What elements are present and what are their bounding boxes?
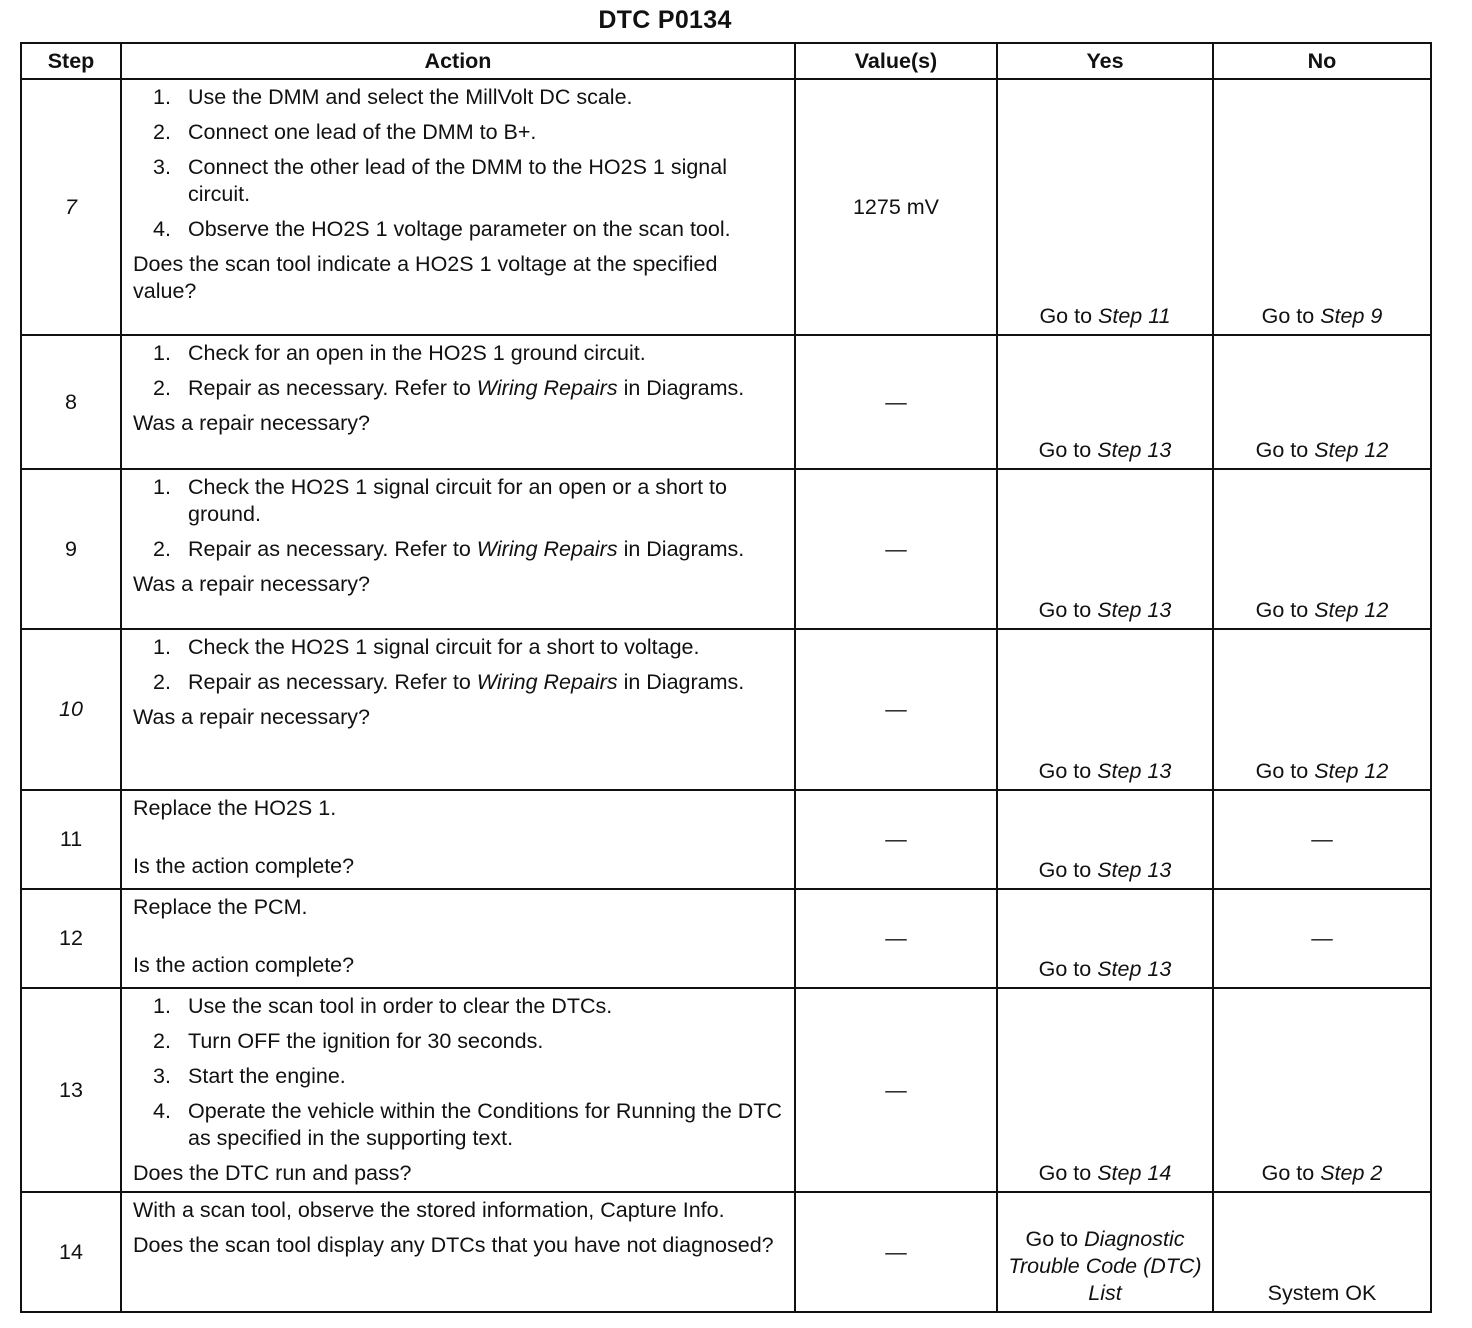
- step-link[interactable]: Step 13: [1097, 957, 1172, 981]
- value-cell: —: [795, 335, 997, 469]
- step-number: 8: [21, 335, 121, 469]
- reference-link[interactable]: Wiring Repairs: [476, 537, 618, 561]
- action-list: [133, 340, 784, 402]
- question-text: Does the scan tool indicate a HO2S 1 voltage at the specified value?: [133, 252, 718, 303]
- yes-cell: Go to Step 13: [997, 889, 1213, 988]
- action-text: With a scan tool, observe the stored information, Capture Info.: [133, 1198, 725, 1222]
- action-cell: [121, 335, 795, 469]
- header-yes: Yes: [997, 43, 1213, 79]
- step-link[interactable]: Step 13: [1097, 598, 1172, 622]
- step-link[interactable]: Step 11: [1098, 304, 1171, 328]
- step-link[interactable]: Step 13: [1097, 759, 1172, 783]
- no-cell: Go to Step 12: [1213, 469, 1431, 629]
- yes-cell: Go to Step 14: [997, 988, 1213, 1192]
- list-item: 2. Repair as necessary. Refer to Wiring Repairs in Diagrams.: [153, 670, 745, 694]
- value-cell: —: [795, 889, 997, 988]
- list-item: 2. Repair as necessary. Refer to Wiring Repairs in Diagrams.: [153, 376, 745, 400]
- step-number: 13: [21, 988, 121, 1192]
- list-item: 3. Start the engine.: [153, 1064, 346, 1088]
- action-cell: [121, 469, 795, 629]
- table-row: [21, 889, 1431, 988]
- question-text: Does the scan tool display any DTCs that you have not diagnosed?: [133, 1233, 774, 1257]
- question-text: Is the action complete?: [133, 953, 355, 977]
- action-text: Replace the HO2S 1.: [133, 796, 337, 820]
- step-link[interactable]: Step 13: [1097, 438, 1172, 462]
- value-cell: —: [795, 790, 997, 889]
- value-cell: —: [795, 629, 997, 790]
- step-link[interactable]: Step 2: [1320, 1161, 1383, 1185]
- step-link[interactable]: Step 9: [1320, 304, 1383, 328]
- step-number: 9: [21, 469, 121, 629]
- dtc-list-link[interactable]: Diagnostic Trouble Code (DTC) List: [1008, 1227, 1202, 1305]
- action-text: Replace the PCM.: [133, 895, 308, 919]
- diagnostic-table: [20, 42, 1432, 1313]
- action-cell: [121, 629, 795, 790]
- yes-cell: Go to Step 13: [997, 790, 1213, 889]
- action-list: [133, 993, 784, 1152]
- question-text: Is the action complete?: [133, 854, 355, 878]
- no-cell: Go to Step 12: [1213, 629, 1431, 790]
- action-list: [133, 634, 784, 696]
- action-cell: [121, 988, 795, 1192]
- action-list: [133, 474, 784, 563]
- step-link[interactable]: Step 14: [1097, 1161, 1172, 1185]
- list-item: 2. Connect one lead of the DMM to B+.: [153, 120, 537, 144]
- reference-link[interactable]: Wiring Repairs: [476, 670, 618, 694]
- reference-link[interactable]: Wiring Repairs: [476, 376, 618, 400]
- step-link[interactable]: Step 13: [1097, 858, 1172, 882]
- header-action: Action: [121, 43, 795, 79]
- value-cell: 1275 mV: [795, 79, 997, 335]
- no-cell: —: [1213, 889, 1431, 988]
- list-item: 1. Check the HO2S 1 signal circuit for a short to voltage.: [153, 635, 700, 659]
- action-cell: [121, 790, 795, 889]
- header-values: Value(s): [795, 43, 997, 79]
- list-item: 2. Turn OFF the ignition for 30 seconds.: [153, 1029, 544, 1053]
- table-row: [21, 335, 1431, 469]
- no-cell: Go to Step 9: [1213, 79, 1431, 335]
- step-link[interactable]: Step 12: [1314, 438, 1389, 462]
- value-cell: —: [795, 469, 997, 629]
- header-row: [21, 43, 1431, 79]
- yes-cell: Go to Step 13: [997, 335, 1213, 469]
- no-cell: Go to Step 2: [1213, 988, 1431, 1192]
- table-row: [21, 988, 1431, 1192]
- list-item: 1. Check for an open in the HO2S 1 ground circuit.: [153, 341, 646, 365]
- list-item: 1. Check the HO2S 1 signal circuit for an open or a short to ground.: [153, 475, 727, 526]
- header-step: Step: [21, 43, 121, 79]
- table-row: [21, 790, 1431, 889]
- question-text: Does the DTC run and pass?: [133, 1161, 412, 1185]
- list-item: 2. Repair as necessary. Refer to Wiring Repairs in Diagrams.: [153, 537, 745, 561]
- step-number: 7: [21, 79, 121, 335]
- no-cell: Go to Step 12: [1213, 335, 1431, 469]
- action-cell: [121, 889, 795, 988]
- no-cell: System OK: [1213, 1192, 1431, 1312]
- action-cell: [121, 79, 795, 335]
- no-cell: —: [1213, 790, 1431, 889]
- list-item: 1. Use the scan tool in order to clear the DTCs.: [153, 994, 613, 1018]
- step-number: 12: [21, 889, 121, 988]
- yes-cell: Go to Step 11: [997, 79, 1213, 335]
- yes-cell: Go to Step 13: [997, 469, 1213, 629]
- step-number: 10: [21, 629, 121, 790]
- list-item: 4. Operate the vehicle within the Conditions for Running the DTC as specified in the supporting text.: [153, 1099, 782, 1150]
- question-text: Was a repair necessary?: [133, 572, 370, 596]
- table-row: [21, 629, 1431, 790]
- step-number: 11: [21, 790, 121, 889]
- value-cell: —: [795, 1192, 997, 1312]
- page-title: DTC P0134: [598, 6, 732, 34]
- yes-cell: Go to Diagnostic Trouble Code (DTC) List: [997, 1192, 1213, 1312]
- table-row: [21, 79, 1431, 335]
- action-list: [133, 84, 784, 243]
- list-item: 4. Observe the HO2S 1 voltage parameter on the scan tool.: [153, 217, 731, 241]
- table-row: [21, 469, 1431, 629]
- header-no: No: [1213, 43, 1431, 79]
- list-item: 1. Use the DMM and select the MillVolt DC scale.: [153, 85, 633, 109]
- value-cell: —: [795, 988, 997, 1192]
- action-cell: [121, 1192, 795, 1312]
- yes-cell: Go to Step 13: [997, 629, 1213, 790]
- table-row: [21, 1192, 1431, 1312]
- step-link[interactable]: Step 12: [1314, 759, 1389, 783]
- step-link[interactable]: Step 12: [1314, 598, 1389, 622]
- question-text: Was a repair necessary?: [133, 705, 370, 729]
- step-number: 14: [21, 1192, 121, 1312]
- question-text: Was a repair necessary?: [133, 411, 370, 435]
- list-item: 3. Connect the other lead of the DMM to the HO2S 1 signal circuit.: [153, 155, 727, 206]
